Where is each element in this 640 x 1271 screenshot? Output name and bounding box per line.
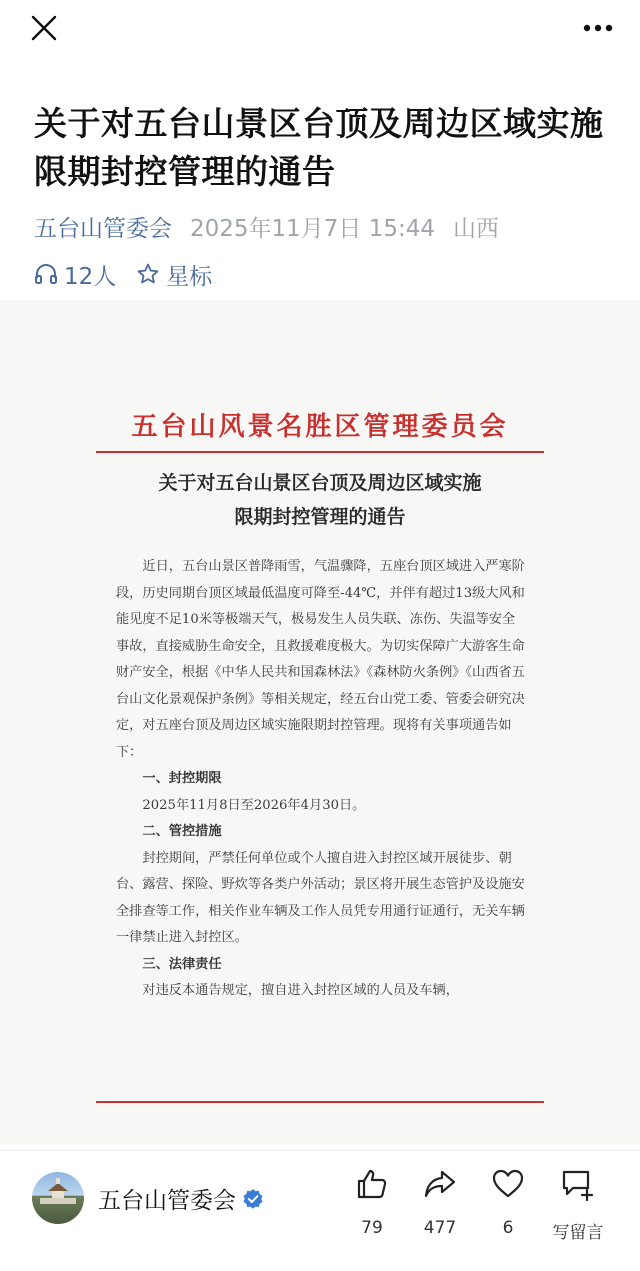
like-button[interactable]: [342, 1166, 402, 1238]
document-title-line1: 关于对五台山景区台顶及周边区域实施: [158, 472, 482, 494]
comment-label: 写留言: [552, 1223, 604, 1243]
document-section-title: 二、管控措施: [142, 824, 222, 839]
document-title-line2: 限期封控管理的通告: [234, 506, 406, 528]
document-red-rule-top: [96, 451, 544, 453]
headphones-icon: [34, 263, 58, 285]
share-arrow-icon: [423, 1167, 457, 1201]
share-button[interactable]: [410, 1166, 470, 1238]
thumbs-up-icon: [355, 1167, 389, 1201]
heart-icon: [491, 1167, 525, 1201]
publish-region: 山西: [453, 215, 500, 242]
star-label: 星标: [166, 263, 213, 290]
author-name[interactable]: [98, 1182, 264, 1215]
bottom-divider: [0, 1150, 640, 1151]
like-count: 79: [361, 1218, 383, 1238]
temple-icon: [32, 1172, 84, 1224]
document-section-title: 一、封控期限: [142, 771, 222, 786]
author-name-text: 五台山管委会: [98, 1188, 236, 1214]
bottom-bar: [0, 1156, 640, 1271]
more-button[interactable]: [578, 8, 618, 48]
share-count: 477: [423, 1218, 457, 1238]
listen-button[interactable]: [34, 258, 116, 291]
document-paragraph: 2025年11月8日至2026年4月30日。: [142, 797, 366, 813]
avatar[interactable]: [32, 1172, 84, 1224]
close-button[interactable]: [24, 8, 64, 48]
verified-badge-icon: [242, 1188, 264, 1210]
document-title: [0, 466, 640, 534]
document-paragraph: 对违反本通告规定，擅自进入封控区域的人员及车辆，: [142, 983, 459, 998]
top-bar: [0, 0, 640, 60]
document-paragraph: 近日，五台山景区普降雨雪，气温骤降，五座台顶区域进入严寒阶段，历史同期台顶区域最低温度可降至-44℃，并伴有超过13级大风和能见度不足10米等极端天气，极易发生人员失联、冻伤、失温等安全事故，直接威胁生命安全，且救援难度极大。为切实保障广大游客生命财产安全，根据《中华人民共和国森林法》《森林防火条例》《山西省五台山文化景观保护条例》等相关规定，经五台山党工委、管委会研究决定，对五座台顶及周边区域实施限期封控管理。现将有关事项通告如下：: [116, 559, 525, 760]
star-icon: [136, 262, 160, 286]
listen-count: 12人: [64, 263, 117, 290]
document-paragraph: 封控期间，严禁任何单位或个人擅自进入封控区域开展徒步、朝台、露营、探险、野炊等各类户外活动；景区将开展生态管护及设施安全排查等工作，相关作业车辆及工作人员凭专用通行证通行，无关车辆一律禁止进入封控区。: [116, 850, 525, 945]
article-actions: [34, 256, 212, 292]
document-section-title: 三、法律责任: [142, 956, 222, 972]
document-org-header: 五台山风景名胜区管理委员会: [131, 412, 509, 442]
notice-document-image[interactable]: [0, 300, 640, 1145]
document-red-rule-bottom: [96, 1101, 544, 1103]
article-meta: [34, 208, 499, 244]
comment-button[interactable]: [544, 1166, 612, 1243]
star-button[interactable]: [136, 258, 212, 291]
heart-button[interactable]: [478, 1166, 538, 1238]
close-icon: [31, 15, 57, 41]
document-body: [116, 554, 526, 1005]
publish-date: 2025年11月7日 15:44: [190, 215, 436, 242]
account-name-link[interactable]: 五台山管委会: [34, 215, 172, 242]
heart-count: 6: [502, 1218, 514, 1238]
comment-plus-icon: [560, 1167, 596, 1201]
more-icon: [583, 24, 613, 32]
article-title: 关于对五台山景区台顶及周边区域实施限期封控管理的通告: [34, 104, 604, 191]
